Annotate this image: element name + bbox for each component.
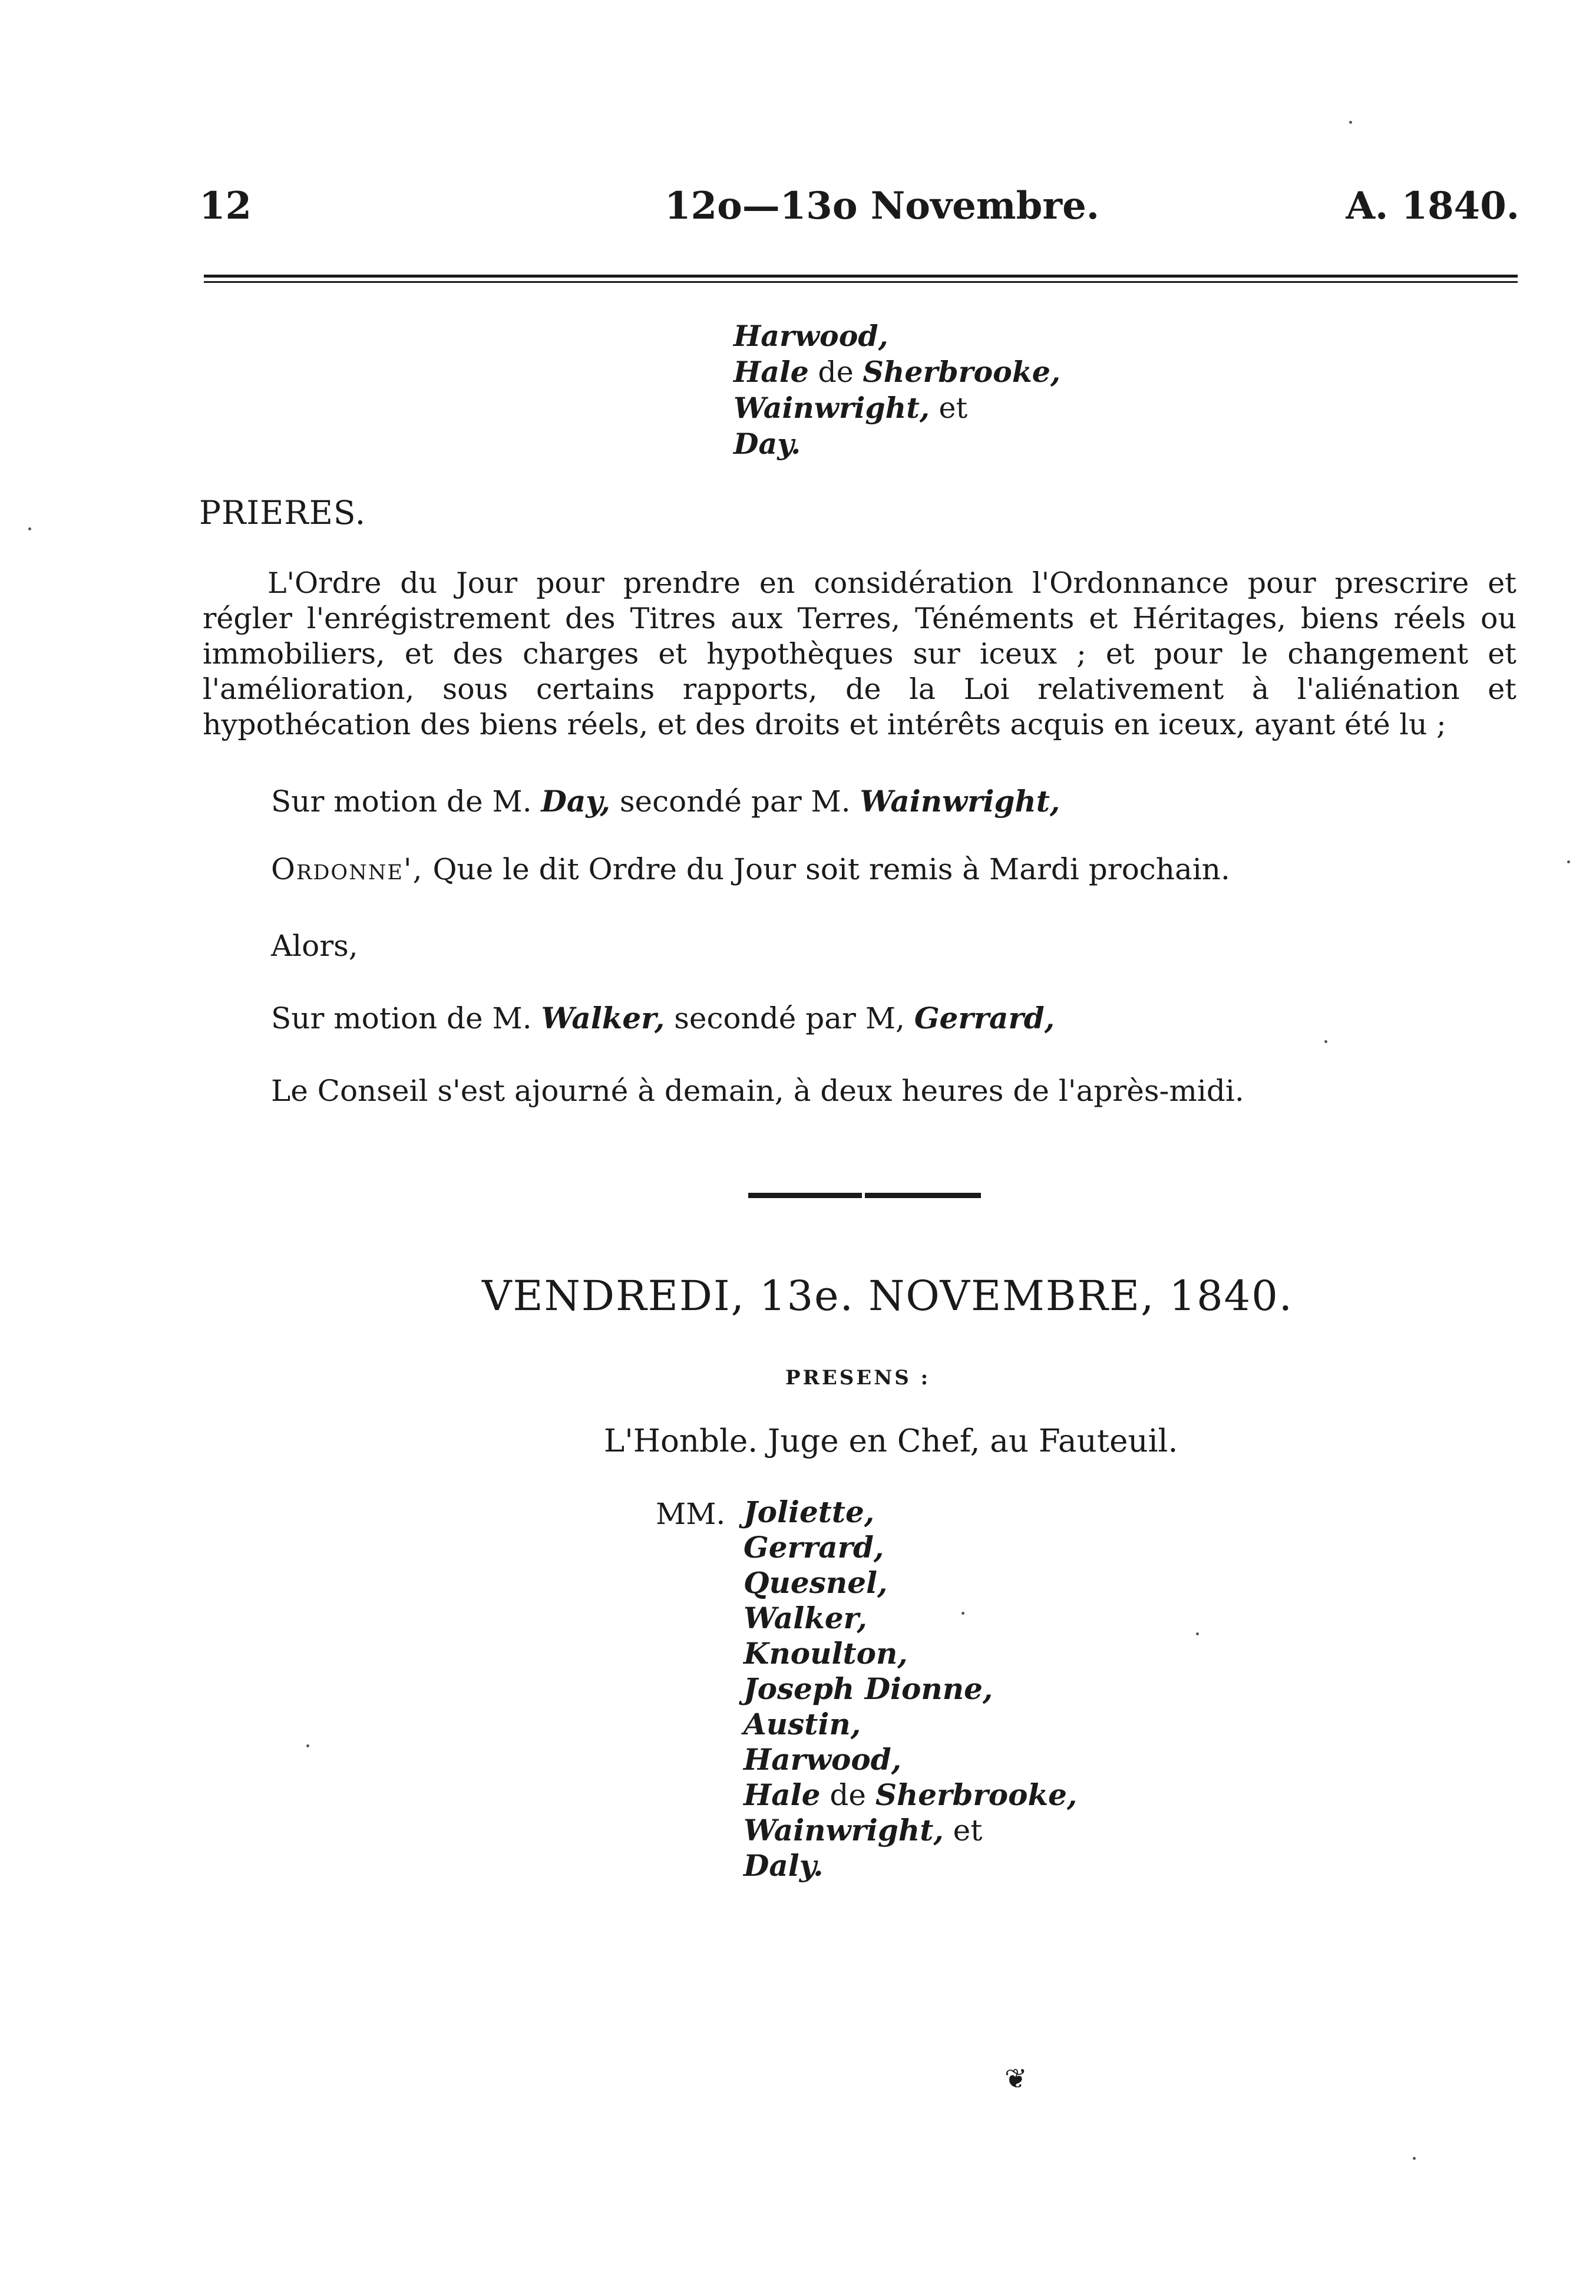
- member-name: Harwood,: [744, 1742, 902, 1777]
- member-name: Quesnel,: [744, 1565, 888, 1600]
- ordonne-text: Que le dit Ordre du Jour soit remis à Mardi prochain.: [423, 852, 1230, 886]
- member-name: Day.: [733, 427, 801, 461]
- motion-mover: Walker,: [541, 1001, 665, 1035]
- member-particle: de: [808, 355, 863, 389]
- member-name: Wainwright,: [744, 1813, 944, 1848]
- alors-line: Alors,: [271, 929, 358, 963]
- member-name: Gerrard,: [744, 1530, 884, 1565]
- page-number: 12: [199, 184, 252, 228]
- chair-line: L'Honble. Juge en Chef, au Fauteuil.: [604, 1423, 1178, 1459]
- sitting-date-title: VENDREDI, 13e. NOVEMBRE, 1840.: [482, 1272, 1293, 1320]
- motion-line-1: [271, 784, 1060, 819]
- member-row: [733, 354, 1060, 390]
- member-row: [744, 1636, 1077, 1671]
- print-speck: [1324, 1040, 1327, 1043]
- member-name: Joseph Dionne,: [744, 1671, 993, 1706]
- member-row: [744, 1777, 1077, 1813]
- member-row: [733, 390, 1060, 426]
- presens-label: PRESENS :: [785, 1366, 931, 1390]
- ordonne-label: Ordonne',: [271, 852, 424, 886]
- member-suffix: et: [929, 391, 968, 425]
- section-divider-gap: [862, 1193, 865, 1198]
- member-row: [744, 1671, 1077, 1707]
- member-row: [744, 1848, 1077, 1883]
- motion-middle: secondé par M.: [610, 784, 860, 819]
- print-speck: [306, 1744, 309, 1747]
- motion-mover: Day,: [541, 784, 610, 819]
- member-name: Knoulton,: [744, 1636, 908, 1671]
- order-paragraph: L'Ordre du Jour pour prendre en considération l'Ordonnance pour prescrire et régler l'enrégistrement des Titres aux Terres, Ténéments et Héritages, biens réels ou immobiliers, et des charges et hypothèques sur iceux ; et pour le changement et l'amélioration, sous certains rapports, de la Loi relativement à l'aliénation et hypothécation des biens réels, et des droits et intérêts acquis en iceux, ayant été lu ;: [203, 566, 1516, 741]
- mm-label: MM.: [656, 1497, 726, 1531]
- member-name: Walker,: [744, 1601, 867, 1635]
- print-speck: [1567, 860, 1570, 863]
- motion-middle: secondé par M,: [665, 1001, 914, 1035]
- print-speck: [1349, 121, 1352, 124]
- motion-prefix: Sur motion de M.: [271, 784, 541, 819]
- fleuron-icon: ❦: [1004, 2063, 1027, 2094]
- member-row: [744, 1495, 1077, 1530]
- print-speck: [1413, 2157, 1416, 2160]
- header-rule-thin: [204, 281, 1518, 283]
- prieres-heading: PRIERES.: [199, 494, 366, 532]
- ordonne-line: [271, 852, 1230, 886]
- member-name: Wainwright,: [733, 391, 930, 425]
- member-particle: de: [820, 1778, 875, 1812]
- top-members-list: [733, 318, 1060, 462]
- member-name: Hale: [733, 355, 809, 389]
- member-name: Joliette,: [744, 1495, 875, 1529]
- member-row: [733, 426, 1060, 462]
- header-rule: [204, 275, 1518, 278]
- member-name: Daly.: [744, 1848, 824, 1883]
- member-row: [744, 1530, 1077, 1565]
- header-year: A. 1840.: [1346, 184, 1519, 228]
- motion-seconder: Wainwright,: [860, 784, 1060, 819]
- motion-prefix: Sur motion de M.: [271, 1001, 541, 1035]
- print-speck: [1196, 1632, 1199, 1635]
- header-dates: 12o—13o Novembre.: [665, 184, 1100, 228]
- print-speck: [961, 1612, 964, 1615]
- member-row: [744, 1742, 1077, 1777]
- member-name: Harwood,: [733, 319, 888, 353]
- member-name: Austin,: [744, 1707, 861, 1741]
- member-row: [733, 318, 1060, 354]
- member-row: [744, 1813, 1077, 1848]
- member-place: Sherbrooke,: [875, 1777, 1078, 1812]
- member-place: Sherbrooke,: [863, 355, 1061, 389]
- member-row: [744, 1707, 1077, 1742]
- member-row: [744, 1565, 1077, 1601]
- member-name: Hale: [744, 1777, 821, 1812]
- adjourn-line: Le Conseil s'est ajourné à demain, à deux heures de l'après-midi.: [271, 1074, 1244, 1108]
- member-row: [744, 1601, 1077, 1636]
- motion-line-2: [271, 1001, 1055, 1035]
- motion-seconder: Gerrard,: [914, 1001, 1055, 1035]
- sitting-members-list: [744, 1495, 1077, 1883]
- print-speck: [28, 527, 31, 530]
- member-suffix: et: [943, 1813, 983, 1848]
